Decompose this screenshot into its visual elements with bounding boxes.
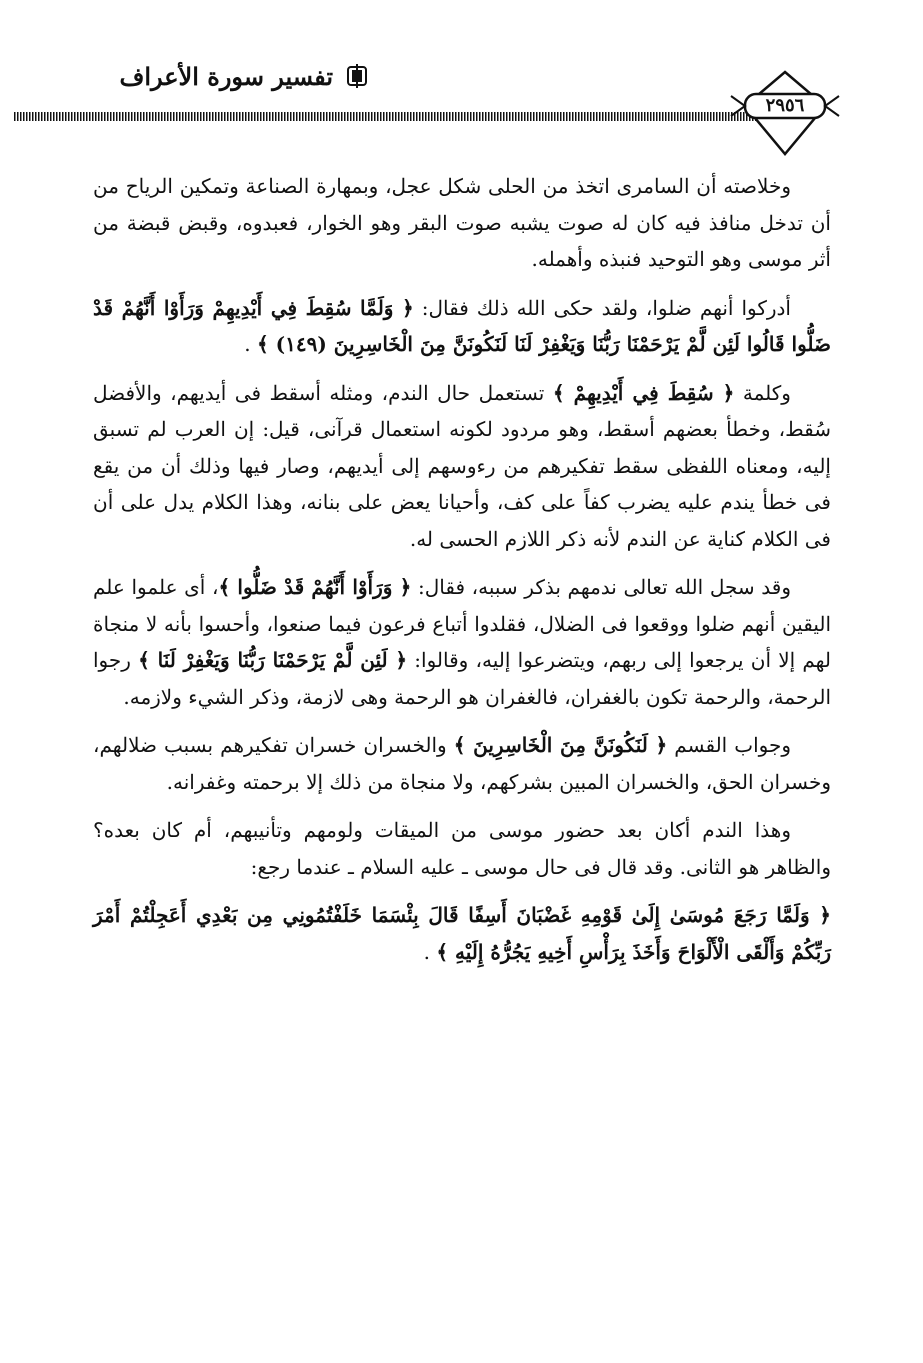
body-paragraph: [93, 375, 831, 558]
body-paragraph: [93, 290, 831, 363]
paragraph-text: تستعمل حال الندم، ومثله أسقط فى أيديهم، والأفضل سُقط، وخطأ بعضهم أسقط، وهو مردود لكونه استعمال قرآنى، قيل: إن العرب لم تسبق إليه، ومعناه اللفظى سقط تفكيرهم من رءوسهم إلى أيديهم، وصار فيها وذلك أن من يقع فى خطأ يندم عليه يضرب كفاً على كف، وأحيانا يعض على بنانه، وهذا الكلام يدل على أن فى الكلام كناية عن الندم لأنه ذكر اللازم الحسى له.: [93, 380, 831, 551]
header-divider-rule: [14, 112, 788, 121]
commentary-body: [93, 168, 831, 982]
quran-verse-block: [93, 897, 831, 970]
paragraph-text: أدركوا أنهم ضلوا، ولقد حكى الله ذلك فقال:: [413, 295, 791, 320]
quran-verse-quote: ﴿ لَئِن لَّمْ يَرْحَمْنَا رَبُّنَا وَيَغْفِرْ لَنَا ﴾: [138, 648, 408, 672]
quran-verse-quote: ﴿ وَرَأَوْا أَنَّهُمْ قَدْ ضَلُّوا ﴾: [218, 575, 412, 599]
paragraph-text: وخلاصته أن السامرى اتخذ من الحلى شكل عجل، وبمهارة الصناعة وتمكين الرياح من أن تدخل منافذ فيه كان له صوت يشبه صوت البقر وهو الخوار، فعبدوه، وقبض قبضة من أثر موسى وهو التوحيد فنبذه وأهمله.: [93, 174, 831, 271]
paragraph-text: .: [244, 332, 257, 356]
body-paragraph: [93, 569, 831, 715]
page-number: ٢٩٥٦: [765, 95, 805, 116]
running-header-title: تفسير سورة الأعراف: [119, 62, 333, 91]
body-paragraph: [93, 727, 831, 800]
paragraph-text: وجواب القسم: [667, 733, 792, 757]
header-ornament-icon: [346, 64, 368, 88]
quran-verse-quote: ﴿ سُقِطَ فِي أَيْدِيهِمْ ﴾: [552, 380, 735, 405]
paragraph-text: ، أى علموا علم اليقين أنهم ضلوا ووقعوا فى الضلال، فقلدوا أتباع فرعون فيما صنعوا، وأحسوا بأنه لا منجاة لهم إلا أن يرجعوا إلى ربهم، ويتضرعوا إليه، وقالوا:: [93, 575, 831, 672]
paragraph-text: .: [423, 939, 437, 964]
quran-verse-quote: ﴿ وَلَمَّا رَجَعَ مُوسَىٰ إِلَىٰ قَوْمِهِ غَضْبَانَ أَسِفًا قَالَ بِئْسَمَا خَلَفْتُمُونِي مِن بَعْدِي أَعَجِلْتُمْ أَمْرَ رَبِّكُمْ وَأَلْقَى الْأَلْوَاحَ وَأَخَذَ بِرَأْسِ أَخِيهِ يَجُرُّهُ إِلَيْهِ ﴾: [93, 903, 831, 964]
quran-verse-quote: ﴿ وَلَمَّا سُقِطَ فِي أَيْدِيهِمْ وَرَأَوْا أَنَّهُمْ قَدْ ضَلُّوا قَالُوا لَئِن لَّمْ يَرْحَمْنَا رَبُّنَا وَيَغْفِرْ لَنَا لَنَكُونَنَّ مِنَ الْخَاسِرِينَ (١٤٩) ﴾: [93, 295, 831, 356]
body-paragraph: [93, 168, 831, 278]
paragraph-text: وقد سجل الله تعالى ندمهم بذكر سببه، فقال:: [411, 575, 791, 599]
paragraph-text: رجوا الرحمة، والرحمة تكون بالغفران، فالغفران هو الرحمة وهى لازمة، وذكر الشيء ولازمه.: [93, 648, 831, 709]
quran-verse-quote: ﴿ لَنَكُونَنَّ مِنَ الْخَاسِرِينَ ﴾: [453, 733, 668, 757]
paragraph-text: والخسران خسران تفكيرهم بسبب ضلالهم، وخسران الحق، والخسران المبين بشركهم، ولا منجاة من ذلك إلا برحمته وغفرانه.: [93, 733, 831, 794]
body-paragraph: [93, 812, 831, 885]
paragraph-text: وكلمة: [734, 380, 791, 405]
paragraph-text: وهذا الندم أكان بعد حضور موسى من الميقات ولومهم وتأنيبهم، أم كان بعده؟ والظاهر هو الثانى. وقد قال فى حال موسى ـ عليه السلام ـ عندما رجع:: [93, 818, 831, 879]
